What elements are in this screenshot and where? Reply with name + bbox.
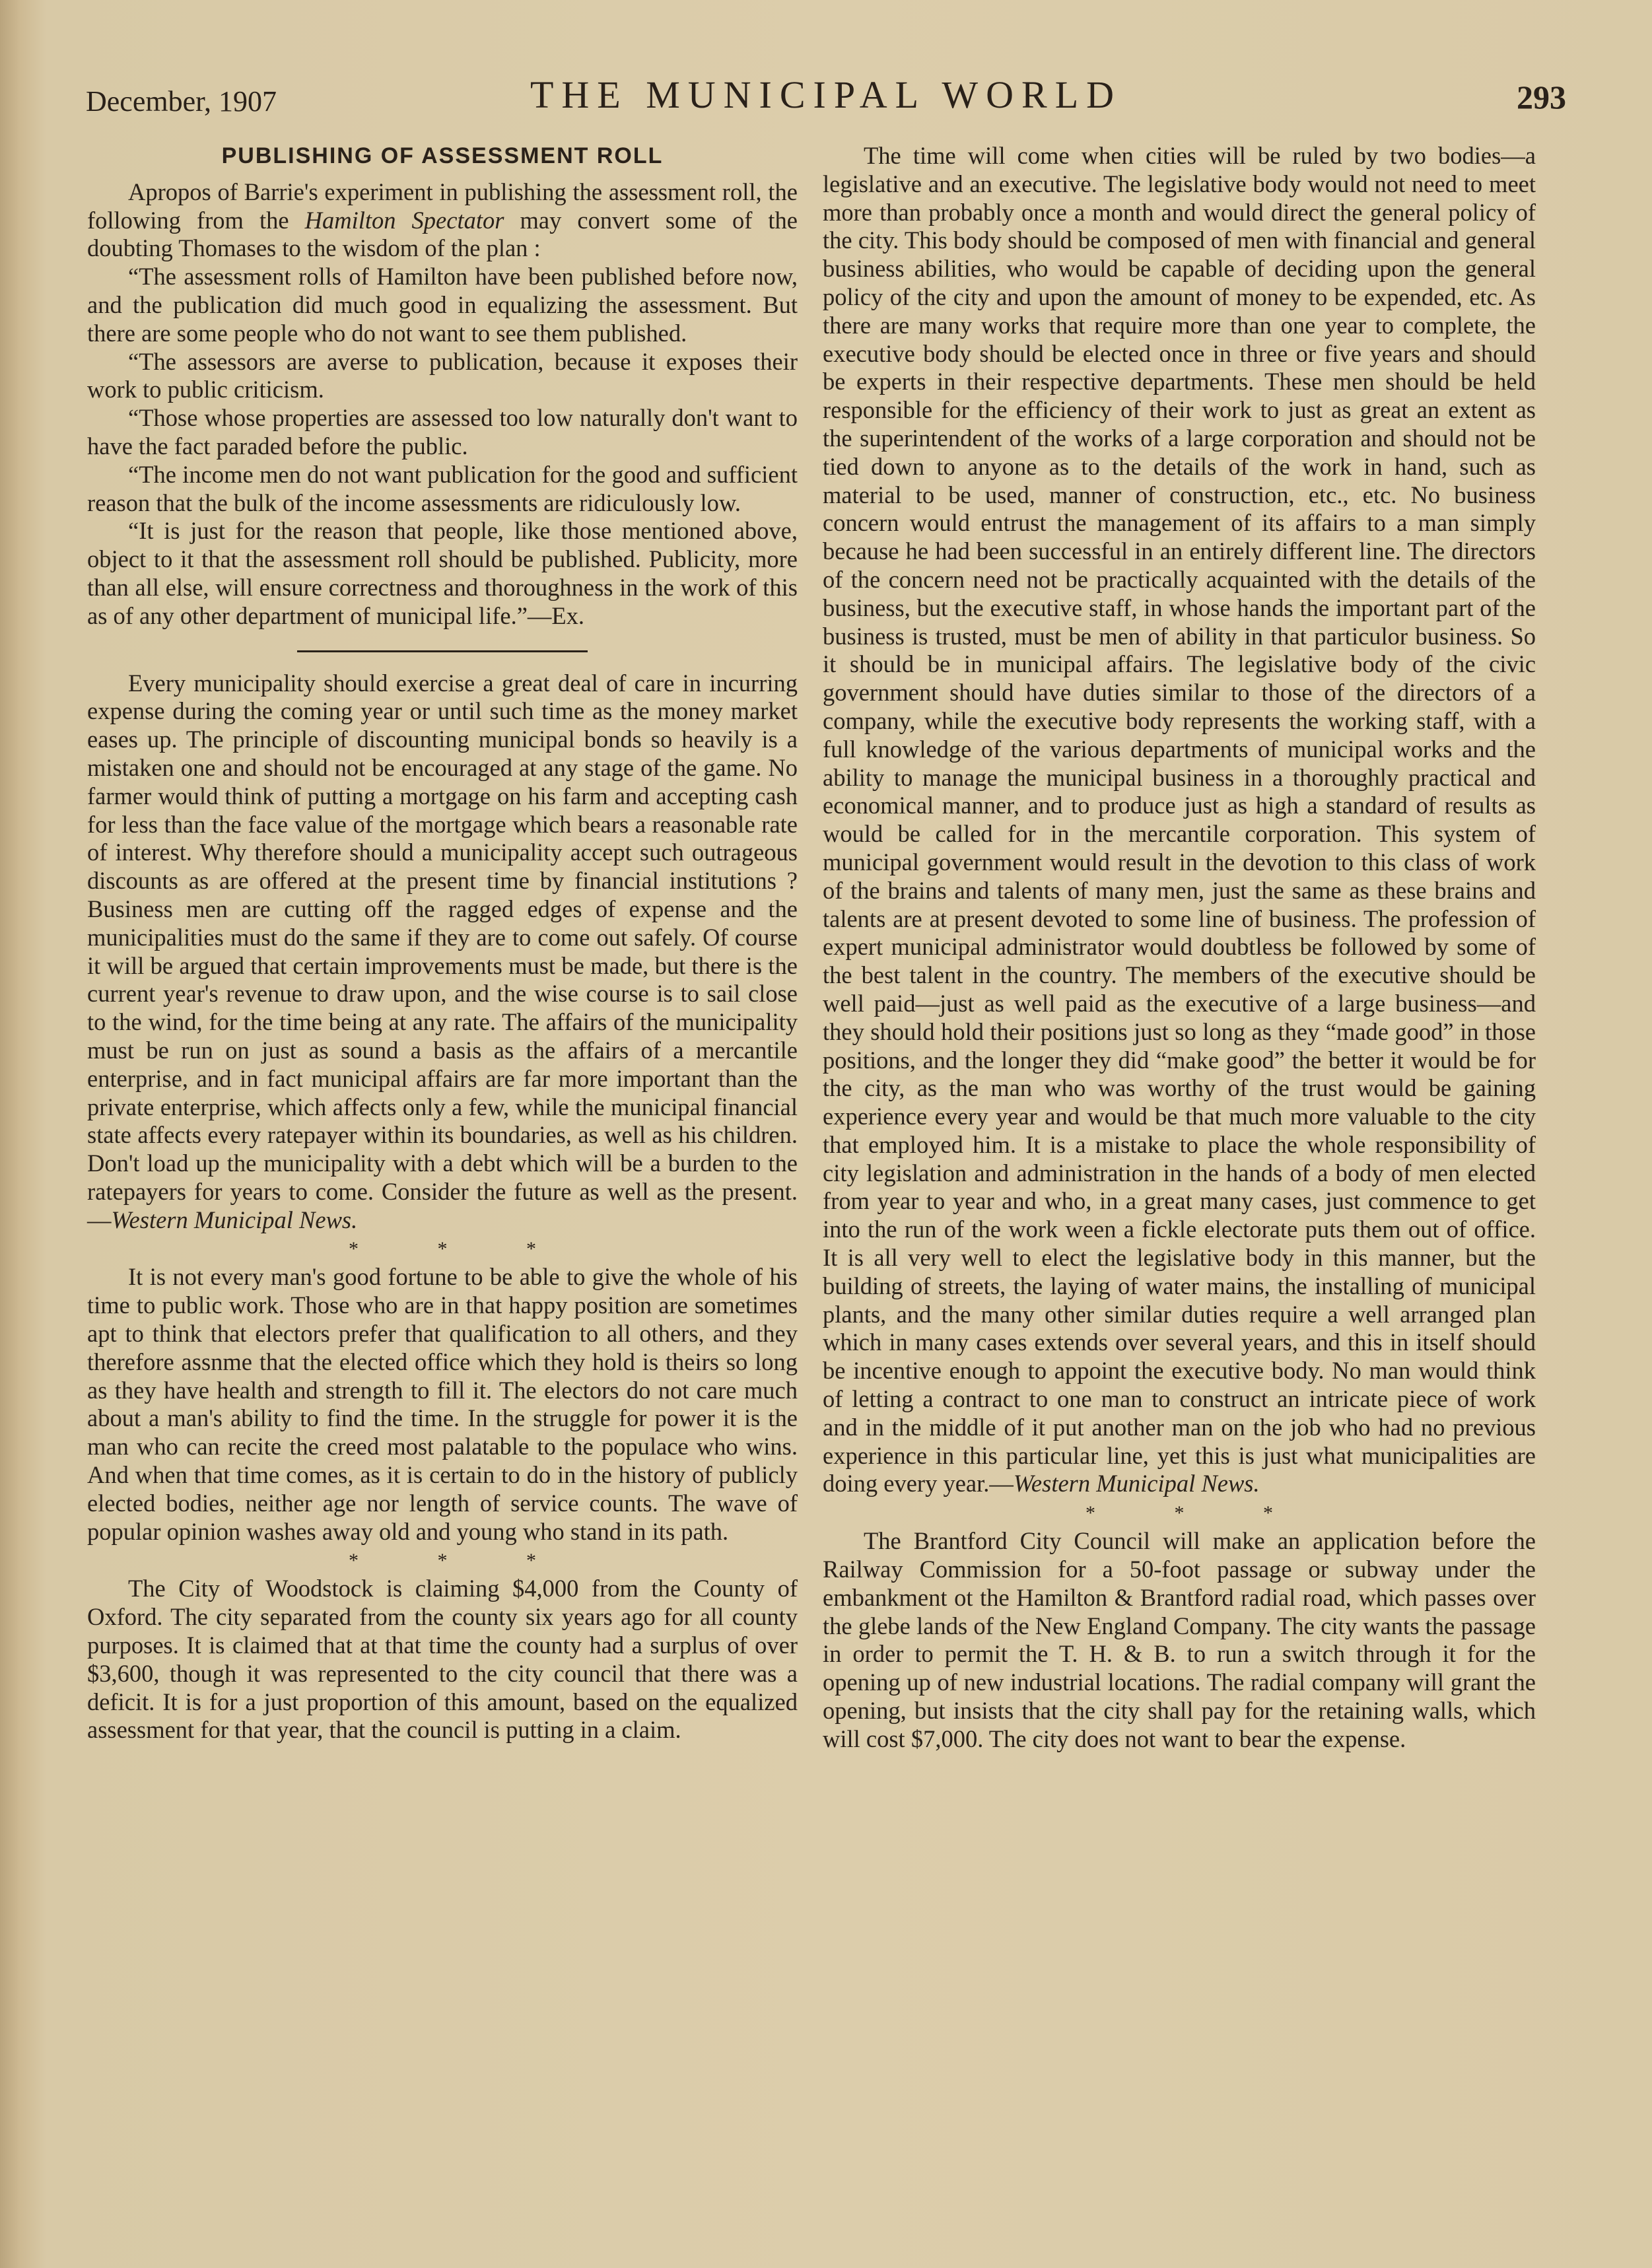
article-paragraph: The time will come when cities will be ruled by two bodies—a legislative and an executive. The legislative body would not need to meet more than probably once a month and would direct the general policy of the city. This body should be composed of men with financial and general business abilities, who would be capable of deciding upon the general policy of the city and upon the amount of money to be expended, etc. As there are many works that require more than one year to complete, the executive body should be elected once in three or five years and should be experts in their respective departments. These men should be held responsible for the efficiency of their work to just as great an extent as the superintendent of the works of a large corporation and should not be tied down to anyone as to the details of the work in hand, such as material to be used, manner of construction, etc., etc. No business concern would entrust the management of its affairs to a man simply because he had been successful in an entirely different line. The directors of the concern need not be practically acquainted with the details of the business, but the executive staff, in whose hands the important part of the business is trusted, must be men of ability in that particulor business. So it should be in municipal affairs. The legislative body of the civic government should have duties similar to those of the directors of a company, while the executive body represents the working staff, with a full knowledge of the various departments of municipal works and the ability to manage the municipal business in a thoroughly practical and economical manner, and to produce just as high a standard of results as would be called for in the mercantile corporation. This system of municipal government would result in the devotion to this class of work of the brains and talents of many men, just the same as these brains and talents are at present devoted to some line of business. The profession of expert municipal administrator would doubtless be followed by some of the best talent in the country. The members of the executive should be well paid—just as well paid as the executive of a large business—and they should hold their positions just so long as they “made good” in those positions, and the longer they did “make good” the better it would be for the city, as the man who was worthy of the trust would be gaining experience every year and would be that much more valuable to the city that employed him. It is a mistake to place the whole responsibility of city legislation and administration in the hands of a body of men elected from year to year and who, in a great many cases, just commence to get into the run of the work ween a fickle electorate puts them out of office. It is all very well to elect the legislative body in this manner, but the building of streets, the laying of water mains, the installing of municipal plants, and the many other similar duties require a well arranged plan which in many cases extends over several years, and this in itself should be incentive enough to appoint the executive body. No man would think of letting a contract to one man to construct an intricate piece of work and in the middle of it put another man on the job who had no previous experience in this particular line, yet this is just what municipalities are doing every year.—Western Municipal News.: [823, 142, 1536, 1497]
section-heading: PUBLISHING OF ASSESSMENT ROLL: [221, 143, 664, 168]
right-column: [823, 142, 1536, 1754]
source-western-municipal-news: Western Municipal News.: [1013, 1470, 1260, 1497]
asterism: * * *: [349, 1238, 573, 1260]
page-header: [86, 73, 1566, 119]
quote-paragraph: “The income men do not want publication for the good and sufficient reason that the bulk of the income assessments are ridiculously low.: [87, 460, 798, 516]
article-paragraph: Every municipality should exercise a great deal of care in incurring expense during the coming year or until such time as the money market eases up. The principle of discounting municipal bonds so heavily is a mistaken one and should not be encouraged at any stage of the game. No farmer would think of putting a mortgage on his farm and accepting cash for less than the face value of the mortgage which bears a reasonable rate of interest. Why therefore should a municipality accept such outrageous discounts as are offered at the present time by financial institutions ? Business men are cutting off the ragged edges of expense and the municipalities must do the same if they are to come out safely. Of course it will be argued that certain improvements must be made, but there is the current year's revenue to draw upon, and the wise course is to sail close to the wind, for the time being at any rate. The affairs of the municipality must be run on just as sound a basis as the affairs of a mercantile enterprise, and in fact municipal affairs are far more important than the private enterprise, which affects only a few, while the municipal financial state affects every ratepayer within its boundaries, as well as his children. Don't load up the municipality with a debt which will be a burden to the ratepayers for years to come. Consider the future as well as the present.—Western Municipal News.: [87, 669, 798, 1233]
article-paragraph: The City of Woodstock is claiming $4,000 from the County of Oxford. The city separated from the county six years ago for all county purposes. It is claimed that at that time the county had a surplus of over $3,600, though it was represented to the city council that there was a deficit. It is for a just proportion of this amount, based on the equalized assessment for that year, that the council is putting in a claim.: [87, 1575, 798, 1744]
intro-paragraph: Apropos of Barrie's experiment in publishing the assessment roll, the following from the Hamilton Spectator may convert some of the doubting Thomases to the wisdom of the plan :: [87, 178, 798, 262]
page-number: 293: [1517, 79, 1566, 116]
article-paragraph: It is not every man's good fortune to be able to give the whole of his time to public work. Those who are in that happy position are sometimes apt to think that electors prefer that qualification to all others, and they therefore assnme that the elected office which they hold is theirs so long as they have health and strength to fill it. The electors do not care much about a man's ability to find the time. In the struggle for power it is the man who can recite the creed most palatable to the populace who wins. And when that time comes, as it is certain to do in the history of publicly elected bodies, neither age nor length of service counts. The wave of popular opinion washes away old and young who stand in its path.: [87, 1263, 798, 1545]
quote-paragraph: “The assessment rolls of Hamilton have been published before now, and the publication did much good in equalizing the assessment. But there are some people who do not want to see them published.: [87, 263, 798, 347]
issue-date: December, 1907: [86, 85, 277, 118]
section-divider: [297, 650, 588, 652]
quote-paragraph: “Those whose properties are assessed too low naturally don't want to have the fact paraded before the public.: [87, 404, 798, 460]
asterism: * * *: [349, 1550, 573, 1572]
source-hamilton-spectator: Hamilton Spectator: [304, 206, 504, 234]
source-western-municipal-news: Western Municipal News.: [111, 1206, 358, 1233]
publication-title: THE MUNICIPAL WORLD: [530, 73, 1122, 116]
left-column: [87, 142, 798, 1744]
quote-paragraph: “It is just for the reason that people, like those mentioned above, object to it that the assessment roll should be published. Publicity, more than all else, will ensure correctness and thoroughness in the work of this as of any other department of municipal life.”—Ex.: [87, 517, 798, 629]
quote-paragraph: “The assessors are averse to publication, because it exposes their work to public criticism.: [87, 347, 798, 403]
article-paragraph: The Brantford City Council will make an application before the Railway Commission for a 50-foot passage or subway under the embankment ot the Hamilton & Brantford radial road, which passes over the glebe lands of the New England Company. The city wants the passage in order to permit the T. H. & B. to run a switch through it for the opening up of new industrial locations. The radial company will grant the opening, but insists that the city shall pay for the retaining walls, which will cost $7,000. The city does not want to bear the expense.: [823, 1527, 1536, 1752]
asterism: * * *: [1085, 1502, 1310, 1525]
